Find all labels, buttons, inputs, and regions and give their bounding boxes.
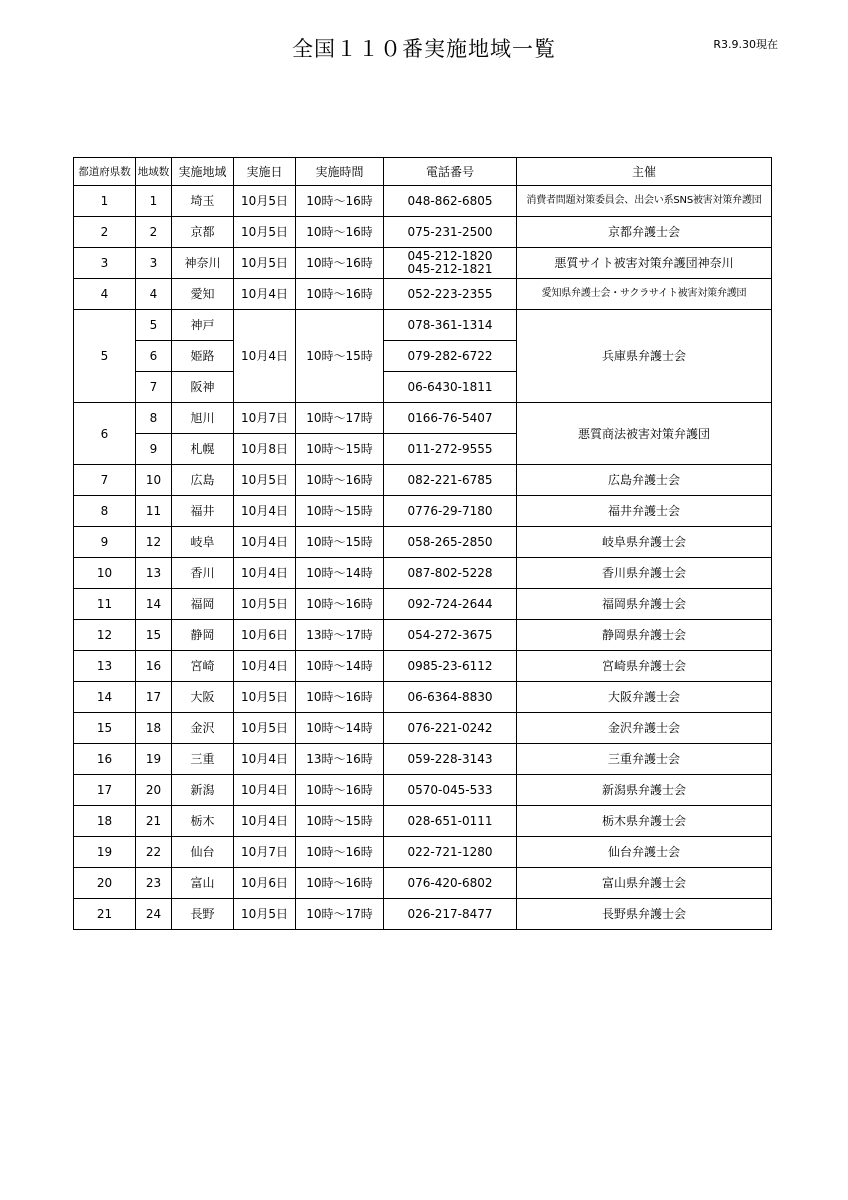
- area-cell: 埼玉: [172, 186, 234, 217]
- header-phone: 電話番号: [384, 158, 517, 186]
- area-number-cell: 4: [136, 279, 172, 310]
- date-cell: 10月4日: [234, 496, 296, 527]
- organizer-cell: 広島弁護士会: [517, 465, 772, 496]
- phone-cell: [384, 868, 517, 899]
- date-cell: 10月6日: [234, 868, 296, 899]
- date-cell: 10月5日: [234, 589, 296, 620]
- pref-number-cell: 21: [74, 899, 136, 930]
- pref-number-cell: 12: [74, 620, 136, 651]
- pref-number-cell: 16: [74, 744, 136, 775]
- area-cell: 金沢: [172, 713, 234, 744]
- area-cell: 仙台: [172, 837, 234, 868]
- area-number-cell: 12: [136, 527, 172, 558]
- area-number-cell: 6: [136, 341, 172, 372]
- area-number-cell: 11: [136, 496, 172, 527]
- organizer-cell: 悪質サイト被害対策弁護団神奈川: [517, 248, 772, 279]
- phone-number: 076-420-6802: [407, 876, 493, 890]
- area-number-cell: 22: [136, 837, 172, 868]
- table-header-row: [74, 158, 772, 186]
- area-number-cell: 5: [136, 310, 172, 341]
- phone-cell: [384, 279, 517, 310]
- date-cell: 10月4日: [234, 558, 296, 589]
- phone-cell: [384, 217, 517, 248]
- time-cell: 10時～16時: [296, 279, 384, 310]
- time-cell: 10時～14時: [296, 713, 384, 744]
- phone-number: 0776-29-7180: [407, 504, 493, 518]
- pref-number-cell: 8: [74, 496, 136, 527]
- pref-number-cell: 10: [74, 558, 136, 589]
- area-cell: 広島: [172, 465, 234, 496]
- phone-number: 045-212-1820: [407, 249, 493, 263]
- area-number-cell: 3: [136, 248, 172, 279]
- area-number-cell: 8: [136, 403, 172, 434]
- area-cell: 札幌: [172, 434, 234, 465]
- time-cell: 10時～16時: [296, 589, 384, 620]
- header-pref-count: 都道府県数: [74, 158, 136, 186]
- phone-number: 026-217-8477: [407, 907, 493, 921]
- date-cell: 10月4日: [234, 279, 296, 310]
- area-number-cell: 23: [136, 868, 172, 899]
- table-row: [74, 868, 772, 899]
- phone-number: 078-361-1314: [407, 318, 493, 332]
- phone-cell: [384, 775, 517, 806]
- organizer-cell: 消費者問題対策委員会、出会い系SNS被害対策弁護団: [517, 186, 772, 217]
- phone-cell: [384, 806, 517, 837]
- pref-number-cell: 19: [74, 837, 136, 868]
- time-cell: 10時～15時: [296, 527, 384, 558]
- organizer-cell: 仙台弁護士会: [517, 837, 772, 868]
- phone-cell: [384, 341, 517, 372]
- date-cell: 10月5日: [234, 465, 296, 496]
- time-cell: 10時～16時: [296, 248, 384, 279]
- table-row: [74, 527, 772, 558]
- area-number-cell: 1: [136, 186, 172, 217]
- phone-number: 045-212-1821: [407, 262, 493, 276]
- area-number-cell: 18: [136, 713, 172, 744]
- time-cell: 10時～15時: [296, 806, 384, 837]
- table-row: [74, 496, 772, 527]
- organizer-cell: 宮崎県弁護士会: [517, 651, 772, 682]
- as-of-date: R3.9.30現在: [713, 38, 778, 51]
- area-cell: 神奈川: [172, 248, 234, 279]
- area-cell: 愛知: [172, 279, 234, 310]
- phone-cell: [384, 186, 517, 217]
- time-cell: 10時～15時: [296, 496, 384, 527]
- table-row: [74, 806, 772, 837]
- date-cell: 10月5日: [234, 682, 296, 713]
- area-cell: 旭川: [172, 403, 234, 434]
- header-date: 実施日: [234, 158, 296, 186]
- table-row: [74, 899, 772, 930]
- phone-cell: [384, 403, 517, 434]
- phone-cell: [384, 651, 517, 682]
- time-cell: 13時～16時: [296, 744, 384, 775]
- date-cell: 10月5日: [234, 899, 296, 930]
- date-cell: 10月5日: [234, 217, 296, 248]
- area-cell: 長野: [172, 899, 234, 930]
- phone-cell: [384, 682, 517, 713]
- time-cell: 10時～15時: [296, 310, 384, 403]
- pref-number-cell: 13: [74, 651, 136, 682]
- table-row: [74, 837, 772, 868]
- area-cell: 香川: [172, 558, 234, 589]
- phone-cell: [384, 713, 517, 744]
- area-cell: 大阪: [172, 682, 234, 713]
- date-cell: 10月4日: [234, 806, 296, 837]
- phone-number: 087-802-5228: [407, 566, 493, 580]
- time-cell: 10時～14時: [296, 651, 384, 682]
- table-row: [74, 589, 772, 620]
- time-cell: 10時～16時: [296, 186, 384, 217]
- phone-number: 058-265-2850: [407, 535, 493, 549]
- date-cell: 10月4日: [234, 775, 296, 806]
- area-number-cell: 9: [136, 434, 172, 465]
- phone-cell: [384, 899, 517, 930]
- organizer-cell: 香川県弁護士会: [517, 558, 772, 589]
- area-cell: 新潟: [172, 775, 234, 806]
- time-cell: 10時～16時: [296, 217, 384, 248]
- table-row: [74, 651, 772, 682]
- page-title: 全国１１０番実施地域一覧: [292, 37, 556, 61]
- pref-number-cell: 15: [74, 713, 136, 744]
- phone-number: 06-6364-8830: [407, 690, 493, 704]
- table-row: [74, 713, 772, 744]
- pref-number-cell: 1: [74, 186, 136, 217]
- time-cell: 10時～17時: [296, 899, 384, 930]
- time-cell: 10時～16時: [296, 682, 384, 713]
- phone-number: 052-223-2355: [407, 287, 493, 301]
- phone-cell: [384, 527, 517, 558]
- organizer-cell: 金沢弁護士会: [517, 713, 772, 744]
- table-row: [74, 279, 772, 310]
- date-cell: 10月7日: [234, 837, 296, 868]
- phone-cell: [384, 372, 517, 403]
- date-cell: 10月4日: [234, 651, 296, 682]
- organizer-cell: 福井弁護士会: [517, 496, 772, 527]
- organizer-cell: 福岡県弁護士会: [517, 589, 772, 620]
- date-cell: 10月5日: [234, 713, 296, 744]
- phone-number: 079-282-6722: [407, 349, 493, 363]
- header-area: 実施地域: [172, 158, 234, 186]
- organizer-cell: 悪質商法被害対策弁護団: [517, 403, 772, 465]
- header-time: 実施時間: [296, 158, 384, 186]
- area-cell: 岐阜: [172, 527, 234, 558]
- pref-number-cell: 4: [74, 279, 136, 310]
- table-row: [74, 744, 772, 775]
- phone-number: 082-221-6785: [407, 473, 493, 487]
- pref-number-cell: 5: [74, 310, 136, 403]
- area-cell: 富山: [172, 868, 234, 899]
- organizer-cell: 兵庫県弁護士会: [517, 310, 772, 403]
- phone-number: 06-6430-1811: [407, 380, 493, 394]
- table-row: [74, 465, 772, 496]
- date-cell: 10月5日: [234, 248, 296, 279]
- date-cell: 10月7日: [234, 403, 296, 434]
- pref-number-cell: 2: [74, 217, 136, 248]
- organizer-cell: 三重弁護士会: [517, 744, 772, 775]
- pref-number-cell: 11: [74, 589, 136, 620]
- phone-cell: [384, 620, 517, 651]
- area-number-cell: 20: [136, 775, 172, 806]
- area-number-cell: 14: [136, 589, 172, 620]
- phone-number: 0985-23-6112: [407, 659, 493, 673]
- organizer-cell: 静岡県弁護士会: [517, 620, 772, 651]
- area-cell: 京都: [172, 217, 234, 248]
- time-cell: 13時～17時: [296, 620, 384, 651]
- area-number-cell: 13: [136, 558, 172, 589]
- pref-number-cell: 6: [74, 403, 136, 465]
- time-cell: 10時～16時: [296, 837, 384, 868]
- pref-number-cell: 7: [74, 465, 136, 496]
- organizer-cell: 富山県弁護士会: [517, 868, 772, 899]
- pref-number-cell: 17: [74, 775, 136, 806]
- table-body: [74, 186, 772, 930]
- organizer-cell: 長野県弁護士会: [517, 899, 772, 930]
- organizer-cell: 新潟県弁護士会: [517, 775, 772, 806]
- time-cell: 10時～16時: [296, 868, 384, 899]
- phone-cell: [384, 248, 517, 279]
- area-cell: 栃木: [172, 806, 234, 837]
- time-cell: 10時～14時: [296, 558, 384, 589]
- phone-number: 054-272-3675: [407, 628, 493, 642]
- phone-cell: [384, 434, 517, 465]
- organizer-cell: 愛知県弁護士会・サクラサイト被害対策弁護団: [517, 279, 772, 310]
- table-row: [74, 682, 772, 713]
- phone-number: 092-724-2644: [407, 597, 493, 611]
- area-number-cell: 2: [136, 217, 172, 248]
- area-number-cell: 21: [136, 806, 172, 837]
- area-cell: 三重: [172, 744, 234, 775]
- phone-number: 028-651-0111: [407, 814, 493, 828]
- phone-number: 011-272-9555: [407, 442, 493, 456]
- time-cell: 10時～15時: [296, 434, 384, 465]
- time-cell: 10時～17時: [296, 403, 384, 434]
- pref-number-cell: 18: [74, 806, 136, 837]
- phone-cell: [384, 310, 517, 341]
- phone-cell: [384, 744, 517, 775]
- table-row: [74, 620, 772, 651]
- area-cell: 宮崎: [172, 651, 234, 682]
- phone-cell: [384, 558, 517, 589]
- table-row: [74, 558, 772, 589]
- area-number-cell: 16: [136, 651, 172, 682]
- area-cell: 福岡: [172, 589, 234, 620]
- area-number-cell: 17: [136, 682, 172, 713]
- header-area-count: 地域数: [136, 158, 172, 186]
- phone-number: 022-721-1280: [407, 845, 493, 859]
- organizer-cell: 大阪弁護士会: [517, 682, 772, 713]
- date-cell: 10月6日: [234, 620, 296, 651]
- area-number-cell: 7: [136, 372, 172, 403]
- area-number-cell: 15: [136, 620, 172, 651]
- area-cell: 神戸: [172, 310, 234, 341]
- organizer-cell: 栃木県弁護士会: [517, 806, 772, 837]
- area-cell: 福井: [172, 496, 234, 527]
- table-row: [74, 403, 772, 434]
- phone-cell: [384, 496, 517, 527]
- date-cell: 10月8日: [234, 434, 296, 465]
- phone-cell: [384, 465, 517, 496]
- phone-number: 0166-76-5407: [407, 411, 493, 425]
- phone-cell: [384, 589, 517, 620]
- area-number-cell: 24: [136, 899, 172, 930]
- phone-number: 059-228-3143: [407, 752, 493, 766]
- date-cell: 10月4日: [234, 744, 296, 775]
- table-row: [74, 217, 772, 248]
- area-cell: 姫路: [172, 341, 234, 372]
- header-organizer: 主催: [517, 158, 772, 186]
- pref-number-cell: 9: [74, 527, 136, 558]
- date-cell: 10月5日: [234, 186, 296, 217]
- table-row: [74, 310, 772, 341]
- date-cell: 10月4日: [234, 527, 296, 558]
- organizer-cell: 京都弁護士会: [517, 217, 772, 248]
- phone-cell: [384, 837, 517, 868]
- date-cell: 10月4日: [234, 310, 296, 403]
- phone-number: 0570-045-533: [407, 783, 493, 797]
- area-number-cell: 10: [136, 465, 172, 496]
- implementation-areas-table: [73, 157, 772, 930]
- area-cell: 阪神: [172, 372, 234, 403]
- pref-number-cell: 14: [74, 682, 136, 713]
- table-row: [74, 248, 772, 279]
- phone-number: 076-221-0242: [407, 721, 493, 735]
- phone-number: 048-862-6805: [407, 194, 493, 208]
- phone-number: 075-231-2500: [407, 225, 493, 239]
- table-row: [74, 775, 772, 806]
- organizer-cell: 岐阜県弁護士会: [517, 527, 772, 558]
- time-cell: 10時～16時: [296, 775, 384, 806]
- pref-number-cell: 3: [74, 248, 136, 279]
- area-number-cell: 19: [136, 744, 172, 775]
- pref-number-cell: 20: [74, 868, 136, 899]
- time-cell: 10時～16時: [296, 465, 384, 496]
- area-cell: 静岡: [172, 620, 234, 651]
- table-row: [74, 186, 772, 217]
